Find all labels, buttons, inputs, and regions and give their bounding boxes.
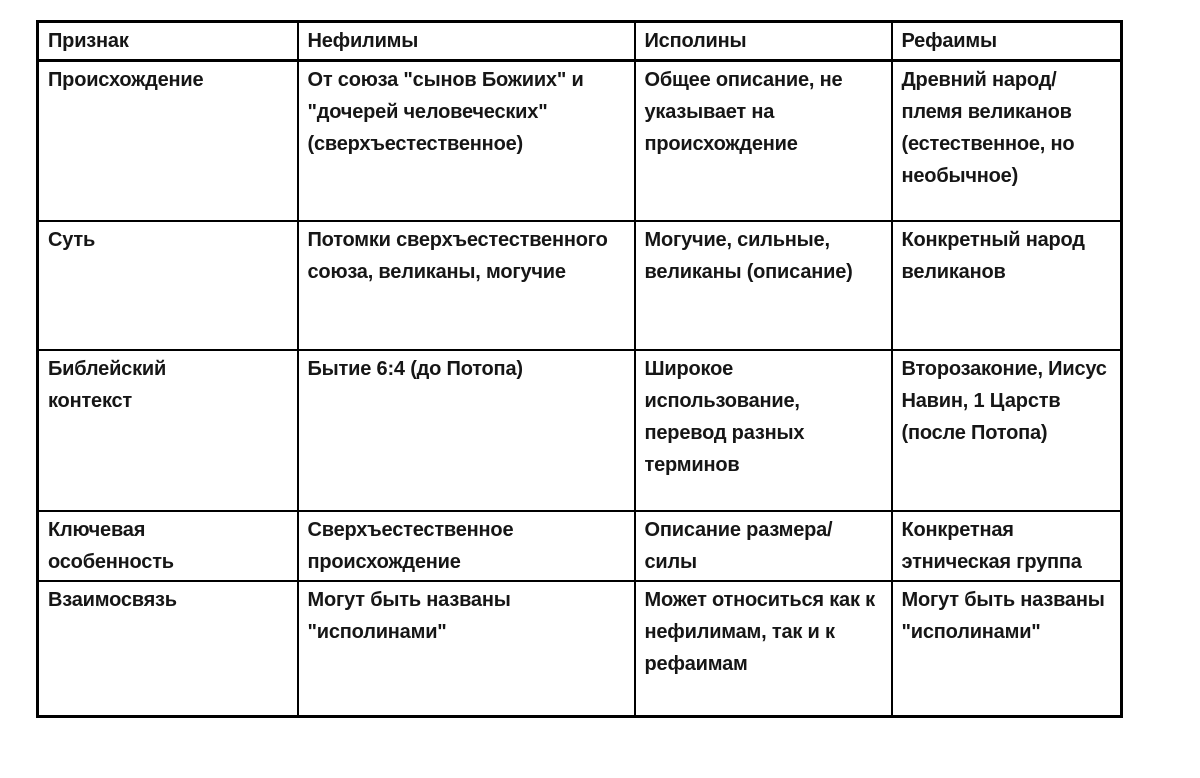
- table-cell: Может относиться как к нефилимам, так и к рефаимам: [635, 581, 892, 717]
- table-cell: Потомки сверхъестественного союза, великаны, могучие: [298, 221, 635, 350]
- table-cell: Широкое использование, перевод разных терминов: [635, 350, 892, 511]
- table-cell: Могучие, сильные, великаны (описание): [635, 221, 892, 350]
- table-row: [38, 221, 1122, 350]
- column-header-nephilim: Нефилимы: [298, 22, 635, 61]
- table-cell: Конкретный народ великанов: [892, 221, 1122, 350]
- table-cell: Сверхъестественное происхождение: [298, 511, 635, 581]
- table-cell: Описание размера/силы: [635, 511, 892, 581]
- table-row: [38, 350, 1122, 511]
- table-header-row: [38, 22, 1122, 61]
- table-cell: Могут быть названы "исполинами": [892, 581, 1122, 717]
- table-cell: Древний народ/племя великанов (естественное, но необычное): [892, 61, 1122, 221]
- table-cell: Второзаконие, Иисус Навин, 1 Царств (после Потопа): [892, 350, 1122, 511]
- table-cell: Общее описание, не указывает на происхождение: [635, 61, 892, 221]
- column-header-ispoliny: Исполины: [635, 22, 892, 61]
- table-cell: Конкретная этническая группа: [892, 511, 1122, 581]
- column-header-feature: Признак: [38, 22, 298, 61]
- table-cell: Бытие 6:4 (до Потопа): [298, 350, 635, 511]
- row-header-cell: Взаимосвязь: [38, 581, 298, 717]
- table-row: [38, 581, 1122, 717]
- row-header-cell: Происхождение: [38, 61, 298, 221]
- row-header-cell: Суть: [38, 221, 298, 350]
- column-header-rephaim: Рефаимы: [892, 22, 1122, 61]
- table-row: [38, 511, 1122, 581]
- table-row: [38, 61, 1122, 221]
- comparison-table: [36, 20, 1123, 718]
- table-cell: От союза "сынов Божиих" и "дочерей человеческих" (сверхъестественное): [298, 61, 635, 221]
- table-cell: Могут быть названы "исполинами": [298, 581, 635, 717]
- row-header-cell: Ключевая особенность: [38, 511, 298, 581]
- row-header-cell: Библейский контекст: [38, 350, 298, 511]
